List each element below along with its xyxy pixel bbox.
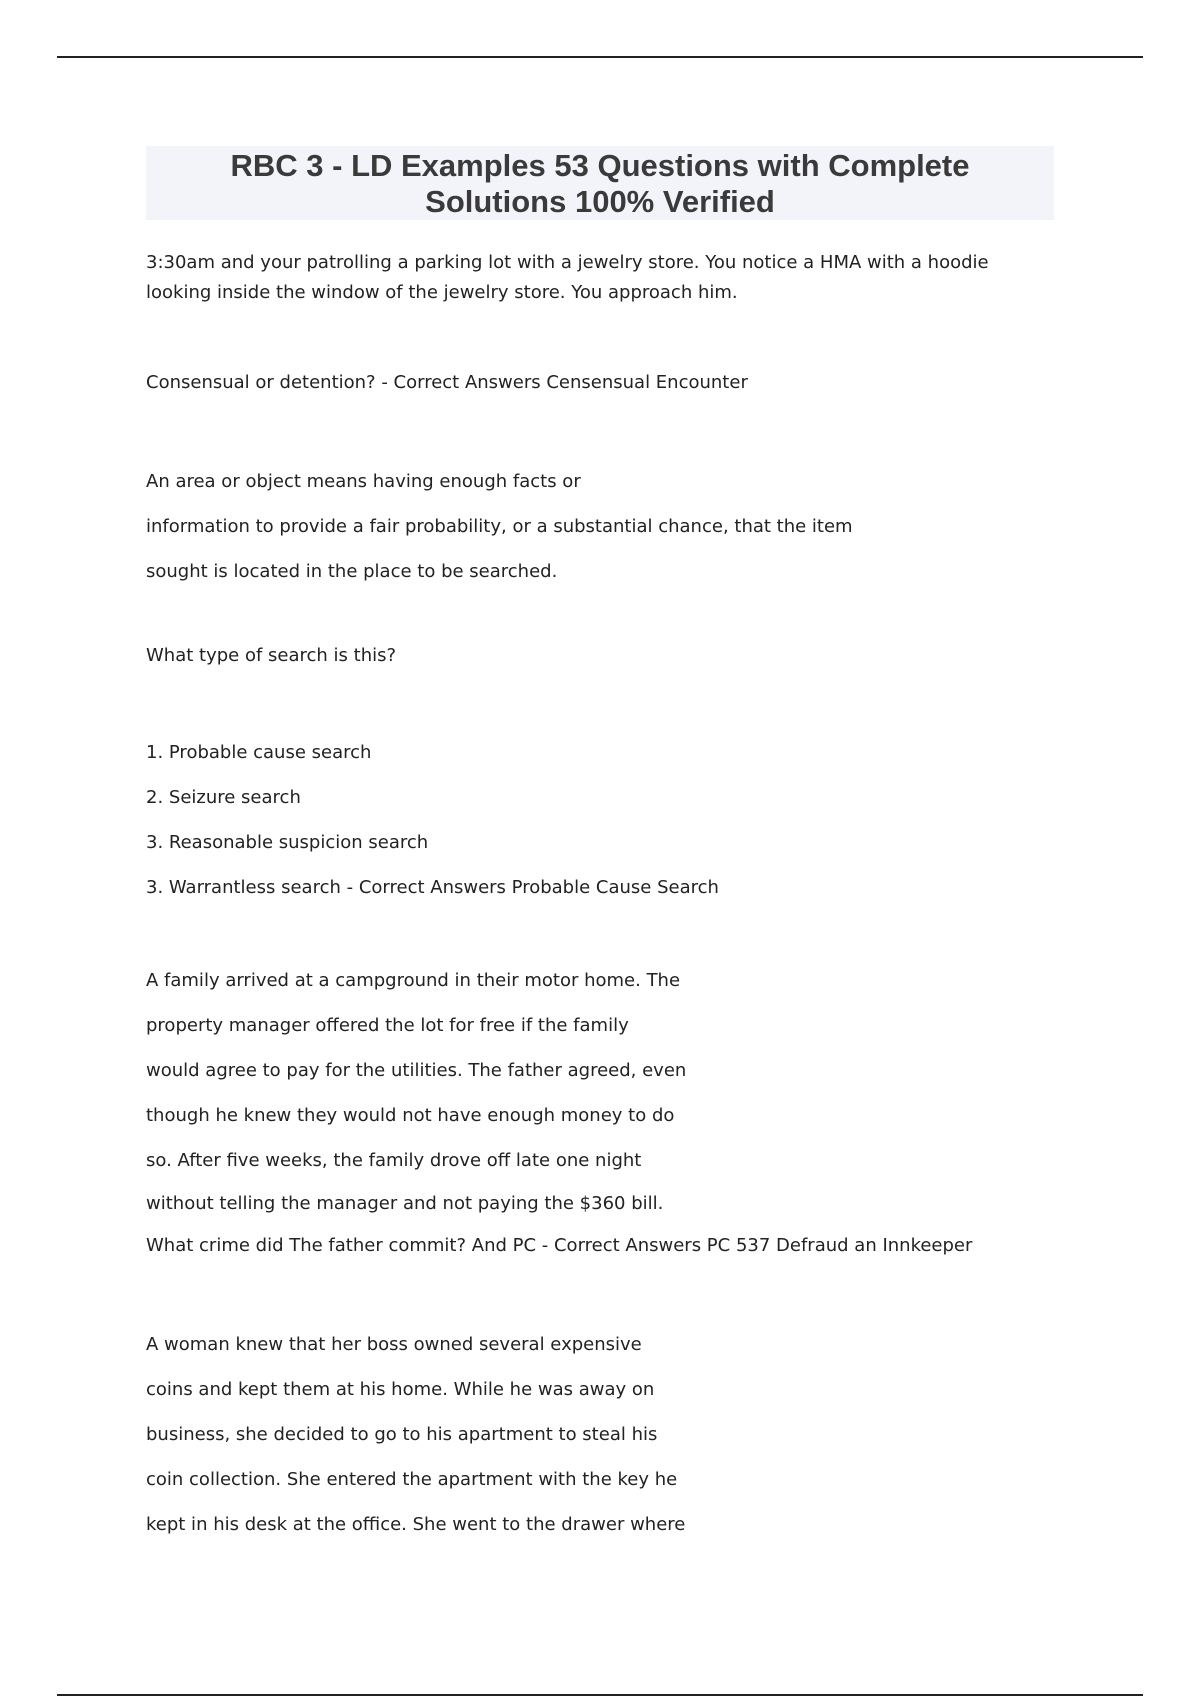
header-rule xyxy=(57,56,1143,58)
q4-line: business, she decided to go to his apartment to steal his xyxy=(146,1424,658,1445)
title-line-2: Solutions 100% Verified xyxy=(425,184,775,219)
q3-line: so. After five weeks, the family drove off late one night xyxy=(146,1150,642,1171)
title-banner xyxy=(146,146,1054,220)
intro-line: 3:30am and your patrolling a parking lot with a jewelry store. You notice a HMA with a hoodie xyxy=(146,252,989,273)
intro-paragraph xyxy=(146,248,1046,308)
option-item: 2. Seizure search xyxy=(146,787,301,808)
q3-line: though he knew they would not have enough money to do xyxy=(146,1105,675,1126)
q3-line: property manager offered the lot for free if the family xyxy=(146,1015,629,1036)
intro-line: looking inside the window of the jewelry store. You approach him. xyxy=(146,282,738,303)
q4-line: A woman knew that her boss owned several expensive xyxy=(146,1334,642,1355)
title-line-1: RBC 3 - LD Examples 53 Questions with Complete xyxy=(230,148,970,183)
option-item: 3. Warrantless search - Correct Answers Probable Cause Search xyxy=(146,877,719,898)
qa-line: Consensual or detention? - Correct Answers Censensual Encounter xyxy=(146,372,748,393)
q2-line: sought is located in the place to be searched. xyxy=(146,561,558,582)
question-2-text xyxy=(146,459,1046,594)
question-4-text xyxy=(146,1322,1046,1547)
document-title xyxy=(146,146,1054,220)
q4-line: kept in his desk at the office. She went to the drawer where xyxy=(146,1514,686,1535)
q2-prompt-line: What type of search is this? xyxy=(146,645,397,666)
question-2-options xyxy=(146,730,1046,910)
question-answer-1 xyxy=(146,368,1046,398)
option-item: 3. Reasonable suspicion search xyxy=(146,832,429,853)
q4-line: coins and kept them at his home. While he was away on xyxy=(146,1379,655,1400)
footer-rule xyxy=(57,1694,1143,1696)
q3-line: would agree to pay for the utilities. The father agreed, even xyxy=(146,1060,687,1081)
question-2-prompt xyxy=(146,641,1046,671)
q2-line: An area or object means having enough facts or xyxy=(146,471,581,492)
q3-line: without telling the manager and not paying the $360 bill. xyxy=(146,1193,664,1214)
q3-answer-line: What crime did The father commit? And PC - Correct Answers PC 537 Defraud an Innkeeper xyxy=(146,1235,973,1256)
question-3-text xyxy=(146,958,1046,1267)
q2-line: information to provide a fair probability, or a substantial chance, that the item xyxy=(146,516,853,537)
option-item: 1. Probable cause search xyxy=(146,742,372,763)
q3-line: A family arrived at a campground in their motor home. The xyxy=(146,970,681,991)
q4-line: coin collection. She entered the apartment with the key he xyxy=(146,1469,678,1490)
